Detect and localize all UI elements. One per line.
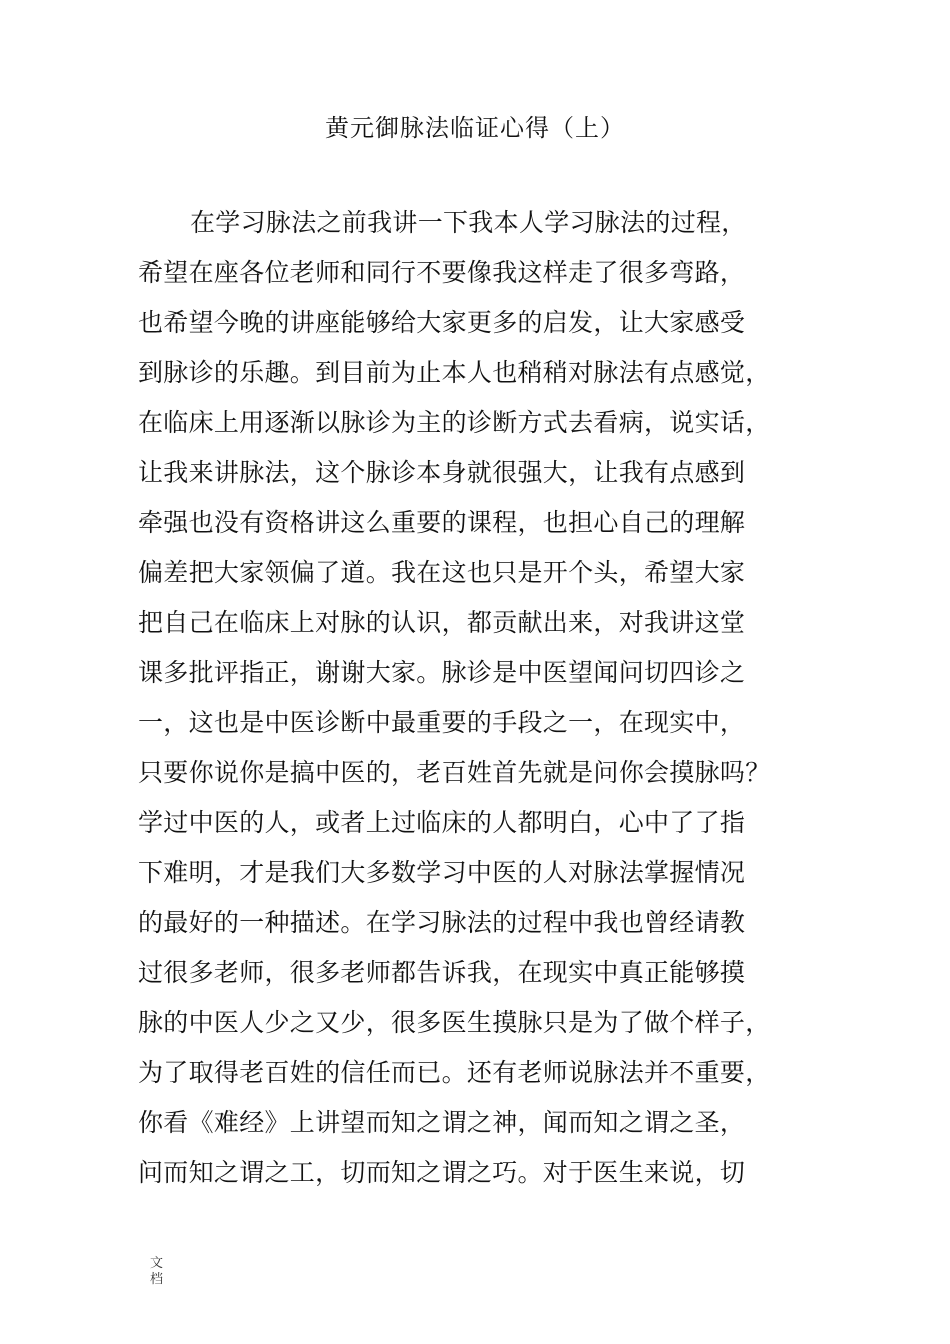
text-line: 一，这也是中医诊断中最重要的手段之一，在现实中， (138, 708, 746, 737)
footer-mark: 文档 (150, 1256, 164, 1287)
text-line: 牵强也没有资格讲这么重要的课程，也担心自己的理解 (138, 508, 746, 537)
text-line: 只要你说你是搞中医的，老百姓首先就是问你会摸脉吗？ (138, 758, 771, 787)
text-line: 偏差把大家领偏了道。我在这也只是开个头，希望大家 (138, 558, 746, 587)
text-line: 到脉诊的乐趣。到目前为止本人也稍稍对脉法有点感觉， (138, 358, 771, 387)
text-line: 脉的中医人少之又少，很多医生摸脉只是为了做个样子， (138, 1008, 771, 1037)
text-line: 也希望今晚的讲座能够给大家更多的启发，让大家感受 (138, 308, 746, 337)
text-line: 你看《难经》上讲望而知之谓之神，闻而知之谓之圣， (138, 1108, 746, 1137)
document-title: 黄元御脉法临证心得（上） (325, 114, 625, 142)
text-line: 问而知之谓之工，切而知之谓之巧。对于医生来说，切 (138, 1158, 746, 1187)
text-line: 让我来讲脉法，这个脉诊本身就很强大，让我有点感到 (138, 458, 746, 487)
text-line: 课多批评指正，谢谢大家。脉诊是中医望闻问切四诊之 (138, 658, 746, 687)
text-line: 为了取得老百姓的信任而已。还有老师说脉法并不重要， (138, 1058, 771, 1087)
text-line: 在临床上用逐渐以脉诊为主的诊断方式去看病，说实话， (138, 408, 771, 437)
text-line: 过很多老师，很多老师都告诉我，在现实中真正能够摸 (138, 958, 746, 987)
text-line: 希望在座各位老师和同行不要像我这样走了很多弯路， (138, 258, 746, 287)
body-text (138, 198, 838, 1198)
text-line: 在学习脉法之前我讲一下我本人学习脉法的过程， (190, 208, 747, 237)
text-line: 把自己在临床上对脉的认识，都贡献出来，对我讲这堂 (138, 608, 746, 637)
text-line: 学过中医的人，或者上过临床的人都明白，心中了了指 (138, 808, 746, 837)
text-line: 下难明，才是我们大多数学习中医的人对脉法掌握情况 (138, 858, 746, 887)
text-line: 的最好的一种描述。在学习脉法的过程中我也曾经请教 (138, 908, 746, 937)
